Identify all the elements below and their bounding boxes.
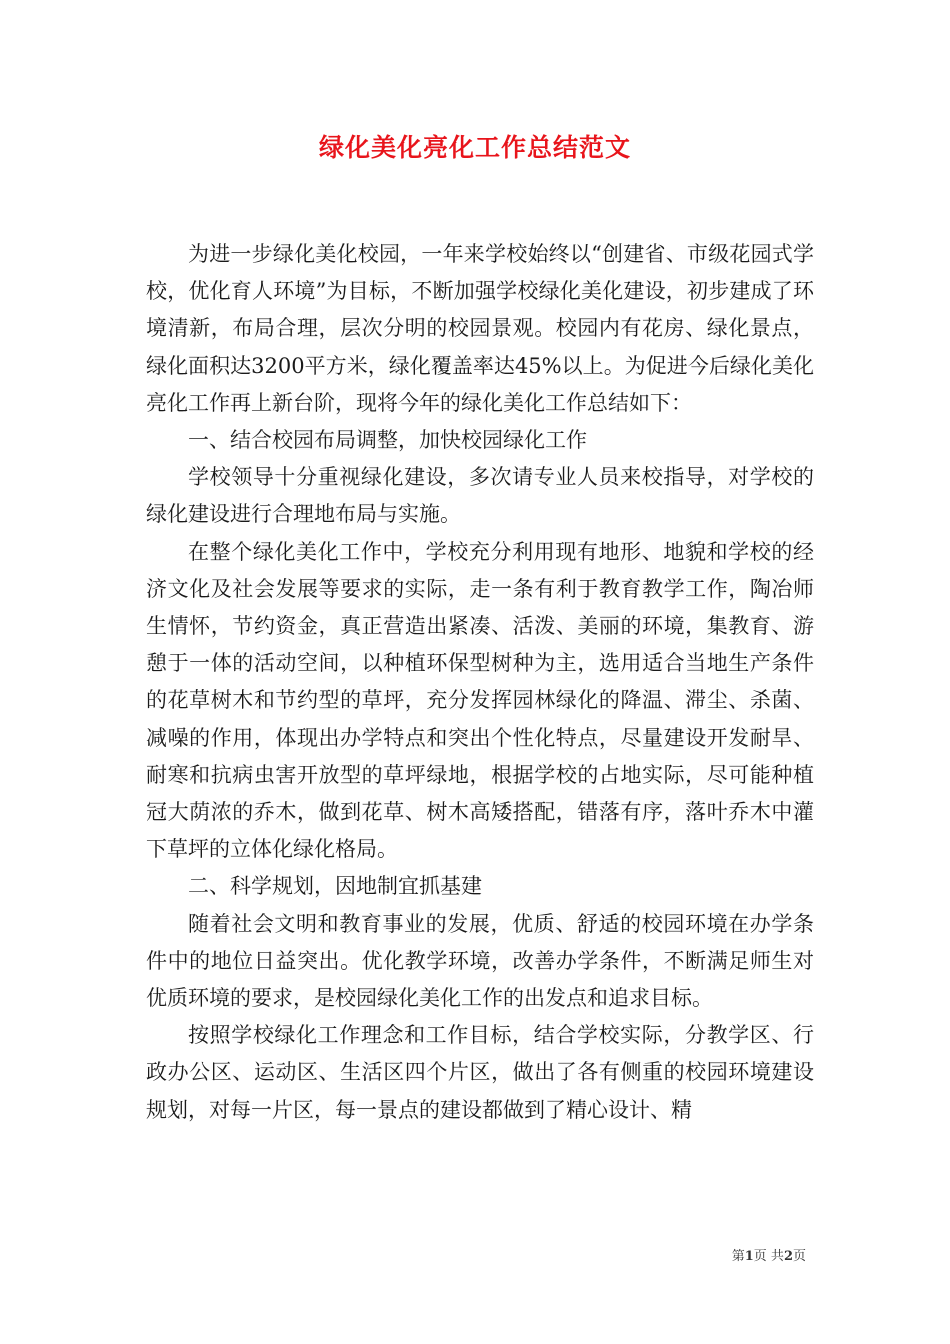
document-title: 绿化美化亮化工作总结范文 bbox=[318, 133, 631, 162]
paragraph: 按照学校绿化工作理念和工作目标，结合学校实际，分教学区、行政办公区、运动区、生活区四个片区，做出了各有侧重的校园环境建设规划，对每一片区，每一景点的建设都做到了精心设计、精 bbox=[146, 1023, 814, 1122]
footer-prefix: 第 bbox=[731, 1249, 745, 1264]
total-pages-number: 2 bbox=[783, 1249, 793, 1264]
paragraph: 学校领导十分重视绿化建设，多次请专业人员来校指导，对学校的绿化建设进行合理地布局与实施。 bbox=[146, 465, 814, 527]
footer-suffix: 页 bbox=[792, 1249, 806, 1264]
current-page-number: 1 bbox=[744, 1249, 754, 1264]
paragraph-intro: 为进一步绿化美化校园，一年来学校始终以“创建省、市级花园式学校，优化育人环境”为目标，不断加强学校绿化美化建设，初步建成了环境清新，布局合理，层次分明的校园景观。校园内有花房、绿化景点，绿化面积达3200平方米，绿化覆盖率达45%以上。为促进今后绿化美化亮化工作再上新台阶，现将今年的绿化美化工作总结如下： bbox=[146, 242, 814, 415]
section-heading-1: 一、结合校园布局调整，加快校园绿化工作 bbox=[188, 428, 587, 453]
document-body bbox=[146, 236, 814, 1129]
page-number-footer bbox=[732, 1245, 806, 1264]
section-heading-2: 二、科学规划，因地制宜抓基建 bbox=[188, 874, 482, 899]
paragraph: 随着社会文明和教育事业的发展，优质、舒适的校园环境在办学条件中的地位日益突出。优化教学环境，改善办学条件，不断满足师生对优质环境的要求，是校园绿化美化工作的出发点和追求目标。 bbox=[146, 911, 814, 1011]
paragraph: 在整个绿化美化工作中，学校充分利用现有地形、地貌和学校的经济文化及社会发展等要求的实际，走一条有利于教育教学工作，陶冶师生情怀，节约资金，真正营造出紧凑、活泼、美丽的环境，集教育、游憩于一体的活动空间，以种植环保型树种为主，选用适合当地生产条件的花草树木和节约型的草坪，充分发挥园林绿化的降温、滞尘、杀菌、减噪的作用，体现出办学特点和突出个性化特点，尽量建设开发耐旱、耐寒和抗病虫害开放型的草坪绿地，根据学校的占地实际，尽可能种植冠大荫浓的乔木，做到花草、树木高矮搭配，错落有序，落叶乔木中灌下草坪的立体化绿化格局。 bbox=[146, 539, 814, 862]
footer-middle: 页 共 bbox=[753, 1249, 784, 1264]
